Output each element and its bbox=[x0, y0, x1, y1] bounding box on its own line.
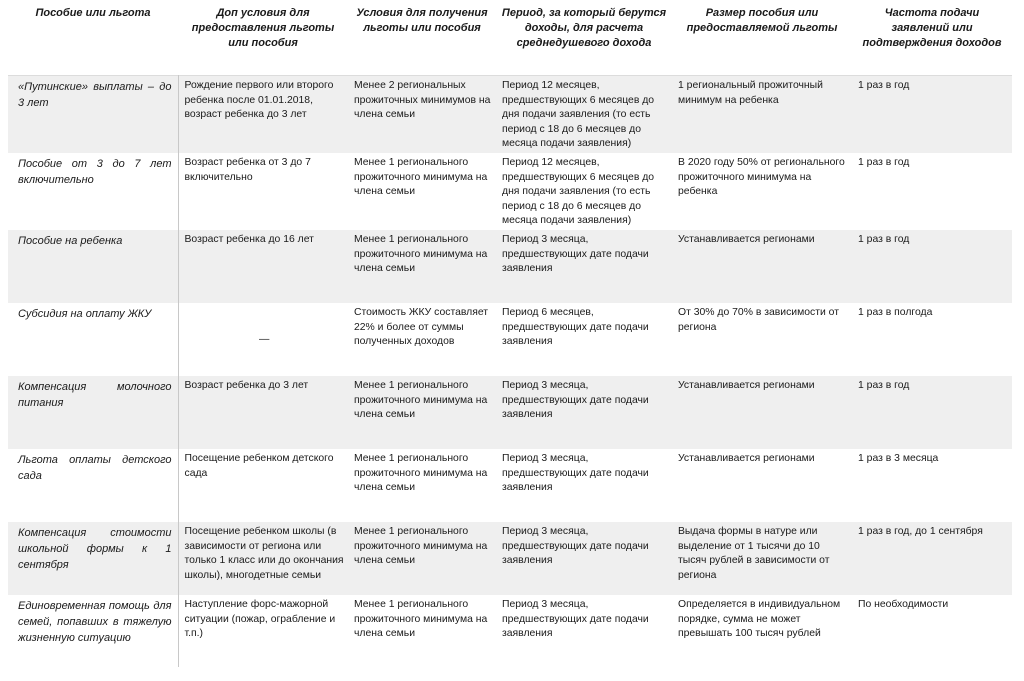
income-period: Период 3 месяца, предшествующих дате подачи заявления bbox=[502, 452, 649, 494]
benefit-amount: Устанавливается регионами bbox=[672, 376, 852, 449]
benefits-table bbox=[8, 2, 1012, 667]
frequency: 1 раз в год bbox=[852, 376, 1012, 449]
conditions: Менее 1 регионального прожиточного минимума на члена семьи bbox=[348, 376, 496, 449]
benefit-amount: Определяется в индивидуальном порядке, сумма не может превышать 100 тысяч рублей bbox=[678, 598, 841, 640]
benefit-amount: От 30% до 70% в зависимости от региона bbox=[678, 306, 839, 333]
header-income-period: Период, за который берутся доходы, для расчета среднедушевого дохода bbox=[501, 7, 667, 49]
table-row bbox=[8, 153, 1012, 230]
income-period: Период 3 месяца, предшествующих дате подачи заявления bbox=[496, 230, 672, 303]
benefit-name: Льгота оплаты детского сада bbox=[8, 449, 178, 522]
frequency: 1 раз в год bbox=[852, 76, 1012, 153]
header-extra-conditions: Доп условия для предоставления льготы или пособия bbox=[191, 7, 335, 49]
conditions: Менее 2 региональных прожиточных минимумов на члена семьи bbox=[348, 76, 496, 153]
table-row bbox=[8, 522, 1012, 595]
income-period: Период 12 месяцев, предшествующих 6 месяцев до дня подачи заявления (то есть период с 18 до 6 месяцев до месяца подачи заявления) bbox=[502, 156, 655, 227]
conditions: Менее 1 регионального прожиточного минимума на члена семьи bbox=[354, 452, 488, 494]
frequency: 1 раз в полгода bbox=[858, 306, 933, 318]
frequency: 1 раз в год bbox=[858, 156, 910, 168]
benefit-name: Субсидия на оплату ЖКУ bbox=[8, 303, 178, 376]
table-row bbox=[8, 76, 1012, 153]
benefit-name: Пособие от 3 до 7 лет включительно bbox=[8, 153, 178, 230]
benefit-amount: В 2020 году 50% от регионального прожиточного минимума на ребенка bbox=[678, 156, 845, 198]
table-row bbox=[8, 595, 1012, 667]
header-conditions: Условия для получения льготы или пособия bbox=[356, 7, 488, 34]
extra-conditions: — bbox=[259, 334, 270, 346]
benefit-name: Компенсация молочного питания bbox=[8, 376, 178, 449]
conditions: Менее 1 регионального прожиточного минимума на члена семьи bbox=[354, 598, 488, 640]
income-period: Период 12 месяцев, предшествующих 6 месяцев до дня подачи заявления (то есть период с 18 до 6 месяцев до месяца подачи заявления) bbox=[496, 76, 672, 153]
benefit-name: Единовременная помощь для семей, попавших в тяжелую жизненную ситуацию bbox=[8, 595, 178, 667]
frequency: 1 раз в год, до 1 сентября bbox=[852, 522, 1012, 595]
extra-conditions: Наступление форс-мажорной ситуации (пожар, ограбление и т.п.) bbox=[184, 598, 336, 640]
income-period: Период 6 месяцев, предшествующих дате подачи заявления bbox=[502, 306, 649, 348]
header-benefit: Пособие или льгота bbox=[35, 7, 151, 19]
benefit-amount: Устанавливается регионами bbox=[678, 452, 815, 464]
income-period: Период 3 месяца, предшествующих дате подачи заявления bbox=[502, 598, 649, 640]
table-row bbox=[8, 230, 1012, 303]
table-header-row bbox=[8, 2, 1012, 76]
income-period: Период 3 месяца, предшествующих дате подачи заявления bbox=[496, 522, 672, 595]
table-row bbox=[8, 449, 1012, 522]
benefit-amount: Выдача формы в натуре или выделение от 1 тысячи до 10 тысяч рублей в зависимости от региона bbox=[672, 522, 852, 595]
conditions: Менее 1 регионального прожиточного минимума на члена семьи bbox=[348, 522, 496, 595]
extra-conditions: Возраст ребенка от 3 до 7 включительно bbox=[184, 156, 311, 183]
header-amount: Размер пособия или предоставляемой льготы bbox=[686, 7, 838, 34]
table-row bbox=[8, 303, 1012, 376]
extra-conditions: Рождение первого или второго ребенка после 01.01.2018, возраст ребенка до 3 лет bbox=[178, 76, 348, 153]
benefit-amount: Устанавливается регионами bbox=[672, 230, 852, 303]
conditions: Стоимость ЖКУ составляет 22% и более от суммы полученных доходов bbox=[354, 306, 489, 348]
table-row bbox=[8, 376, 1012, 449]
frequency: 1 раз в 3 месяца bbox=[858, 452, 939, 464]
extra-conditions: Возраст ребенка до 3 лет bbox=[178, 376, 348, 449]
benefit-amount: 1 региональный прожиточный минимум на ребенка bbox=[672, 76, 852, 153]
benefit-name: Пособие на ребенка bbox=[8, 230, 178, 303]
benefit-name: Компенсация стоимости школьной формы к 1 сентября bbox=[8, 522, 178, 595]
frequency: 1 раз в год bbox=[852, 230, 1012, 303]
extra-conditions: Посещение ребенком детского сада bbox=[184, 452, 334, 479]
extra-conditions: Посещение ребенком школы (в зависимости от региона или только 1 класс или до окончания школы), многодетные семьи bbox=[178, 522, 348, 595]
conditions: Менее 1 регионального прожиточного минимума на члена семьи bbox=[354, 156, 488, 198]
frequency: По необходимости bbox=[858, 598, 949, 610]
income-period: Период 3 месяца, предшествующих дате подачи заявления bbox=[496, 376, 672, 449]
extra-conditions: Возраст ребенка до 16 лет bbox=[178, 230, 348, 303]
benefit-name: «Путинские» выплаты – до 3 лет bbox=[8, 76, 178, 153]
conditions: Менее 1 регионального прожиточного минимума на члена семьи bbox=[348, 230, 496, 303]
header-frequency: Частота подачи заявлений или подтверждения доходов bbox=[862, 7, 1002, 49]
